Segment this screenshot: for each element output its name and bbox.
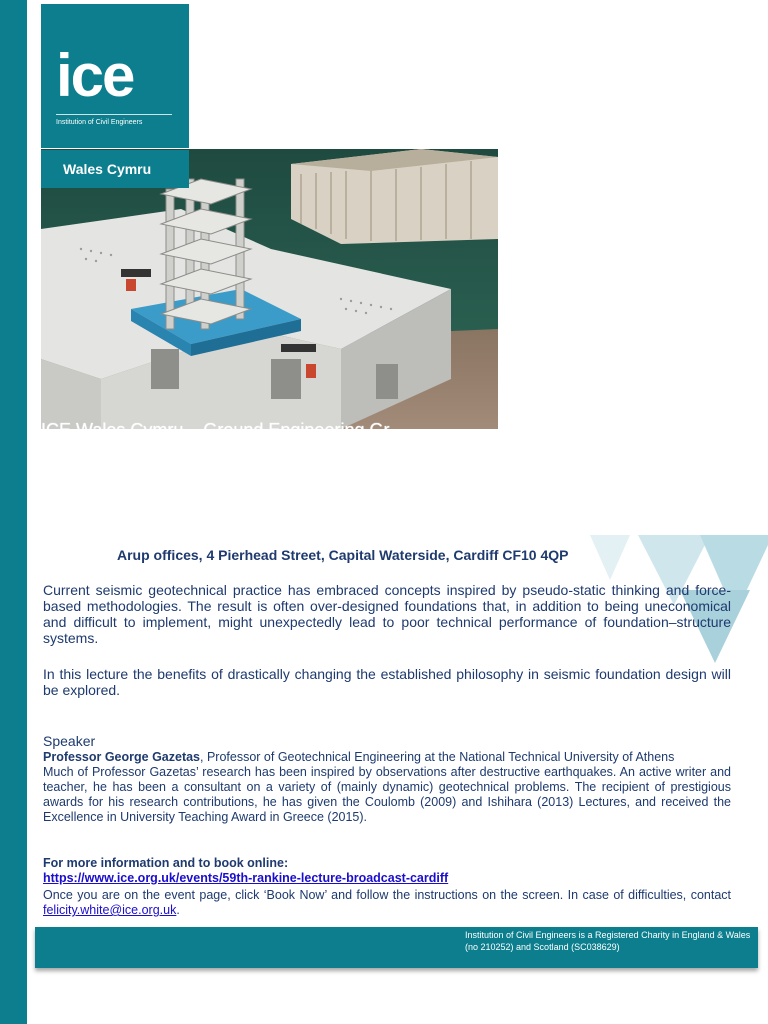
- region-banner: [41, 150, 189, 188]
- logo-wordmark: ice: [56, 42, 134, 109]
- booking-heading: For more information and to book online:: [43, 856, 289, 870]
- hero-caption: ICE Wales Cymru – Ground Engineering Gr: [41, 420, 390, 440]
- contact-email-link[interactable]: felicity.white@ice.org.uk: [43, 903, 177, 917]
- left-accent-bar: [0, 0, 27, 1024]
- speaker-title: , Professor of Geotechnical Engineering at the National Technical University of Athens: [200, 750, 675, 764]
- event-venue: Arup offices, 4 Pierhead Street, Capital Waterside, Cardiff CF10 4QP: [117, 547, 569, 563]
- speaker-bio: [43, 750, 731, 825]
- instructions-suffix: .: [176, 903, 180, 917]
- ice-logo: [41, 4, 189, 148]
- region-label: Wales Cymru: [63, 161, 152, 177]
- booking-instructions: [43, 888, 731, 918]
- speaker-biography: Much of Professor Gazetas’ research has been inspired by observations after destructive earthquakes. An active writer and teacher, he has been a consultant on a variety of (mainly dynamic) geotechnical problems. The recipient of prestigious awards for his research contributions, he has given the Coulomb (2009) and Ishihara (2013) Lectures, and received the Excellence in University Teaching Award in Greece (2015).: [43, 765, 731, 824]
- shake-table-illustration: [41, 149, 498, 429]
- footer-banner: [35, 927, 758, 968]
- charity-notice: Institution of Civil Engineers is a Registered Charity in England & Wales (no 210252) and Scotland (SC038629): [465, 930, 751, 952]
- instructions-text: Once you are on the event page, click ‘Book Now’ and follow the instructions on the screen. In case of difficulties, contact: [43, 888, 731, 902]
- description-paragraph-2: In this lecture the benefits of drastically changing the established philosophy in seismic foundation design will be explored.: [43, 666, 731, 698]
- logo-divider: [56, 114, 172, 115]
- description-paragraph-1: Current seismic geotechnical practice has embraced concepts inspired by pseudo-static thinking and force-based methodologies. The result is often over-designed foundations that, in addition to being uneconomical and difficult to implement, might unexpectedly lead to poor technical performance of foundation–structure systems.: [43, 582, 731, 646]
- logo-subtitle: Institution of Civil Engineers: [56, 119, 143, 126]
- hero-image: [41, 149, 498, 440]
- speaker-heading: Speaker: [43, 733, 96, 749]
- speaker-name: Professor George Gazetas: [43, 750, 201, 764]
- booking-link[interactable]: https://www.ice.org.uk/events/59th-rankine-lecture-broadcast-cardiff: [43, 871, 449, 885]
